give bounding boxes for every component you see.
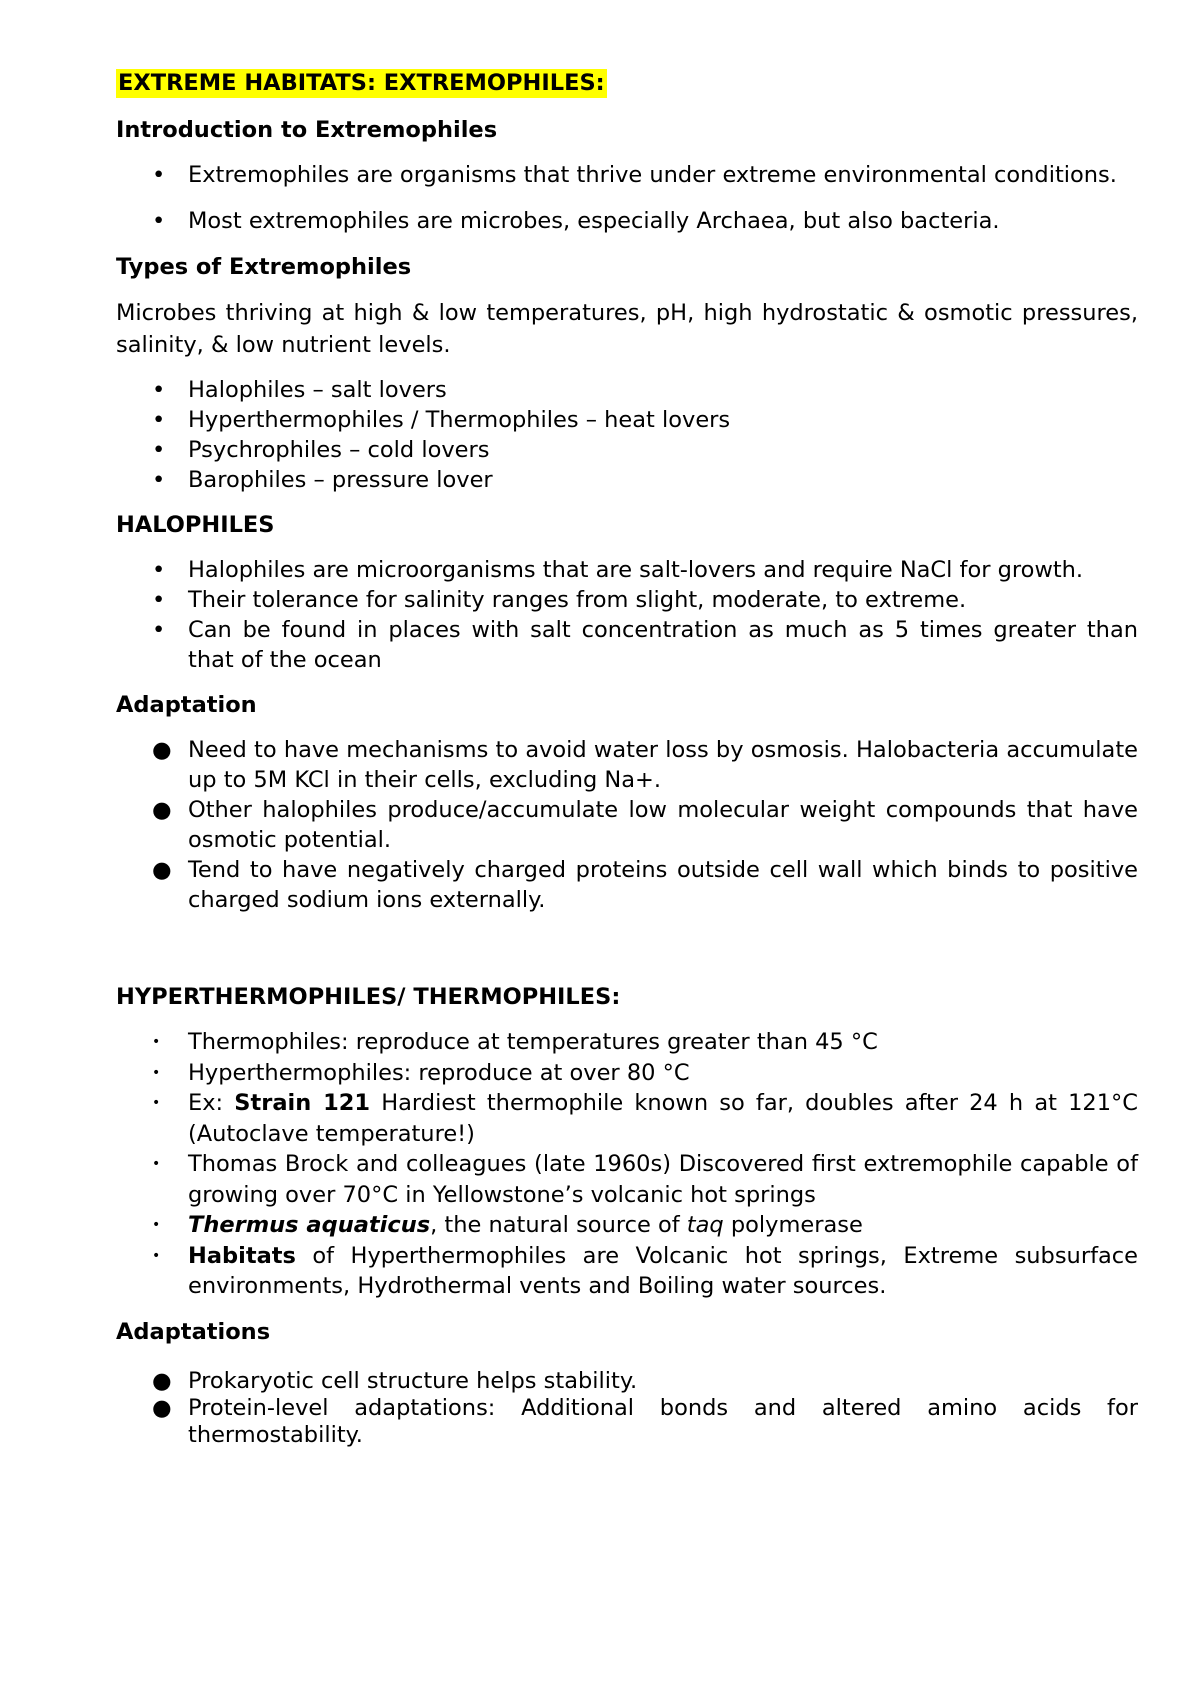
list-item: • Hyperthermophiles: reproduce at over 80 °C: [116, 1058, 1138, 1089]
bullet-icon: ●: [152, 857, 172, 883]
bullet-icon: •: [152, 617, 166, 643]
adaptation-list: [116, 735, 1138, 915]
bullet-icon: •: [152, 1247, 161, 1264]
list-item: ● Need to have mechanisms to avoid water loss by osmosis. Halobacteria accumulate up to 5M KCl in their cells, excluding Na+.: [152, 737, 1138, 793]
taq-term: taq: [686, 1212, 724, 1238]
list-item: • Ex: Strain 121 Hardiest thermophile known so far, doubles after 24 h at 121°C (Autoclave temperature!): [152, 1090, 1138, 1147]
adaptations-heading: Adaptations: [116, 1318, 271, 1345]
list-item: • Habitats of Hyperthermophiles are Volcanic hot springs, Extreme subsurface environments, Hydrothermal vents and Boiling water sources.: [152, 1242, 1138, 1299]
list-item: ● Other halophiles produce/accumulate low molecular weight compounds that have osmotic potential.: [152, 797, 1138, 853]
types-paragraph: Microbes thriving at high & low temperatures, pH, high hydrostatic & osmotic pressures, salinity, & low nutrient levels.: [116, 300, 1138, 358]
list-item: • Most extremophiles are microbes, especially Archaea, but also bacteria.: [116, 205, 1138, 237]
bullet-icon: ●: [152, 1394, 172, 1421]
intro-list: [116, 159, 1138, 237]
document-content: [116, 67, 1138, 1449]
thermophiles-list: [116, 1027, 1138, 1302]
list-item: • Hyperthermophiles / Thermophiles – heat lovers: [152, 407, 731, 433]
bullet-icon: ●: [152, 1367, 172, 1394]
list-item: • Halophiles – salt lovers: [152, 377, 447, 403]
list-item: ● Prokaryotic cell structure helps stability.: [152, 1367, 638, 1394]
adaptations-list: [116, 1368, 1138, 1449]
bullet-icon: •: [152, 162, 166, 188]
bullet-icon: •: [152, 1217, 161, 1233]
list-item: • Psychrophiles – cold lovers: [152, 437, 490, 463]
bullet-icon: •: [152, 407, 166, 433]
bullet-icon: •: [152, 377, 166, 403]
intro-heading: Introduction to Extremophiles: [116, 117, 498, 143]
list-item: • Their tolerance for salinity ranges from slight, moderate, to extreme.: [152, 587, 967, 613]
list-item: • Can be found in places with salt concentration as much as 5 times greater than that of the ocean: [152, 617, 1138, 673]
halophiles-list: [116, 555, 1138, 675]
types-heading: Types of Extremophiles: [116, 254, 412, 280]
bullet-icon: •: [152, 1034, 161, 1050]
adaptation-heading: Adaptation: [116, 692, 257, 718]
list-item: ● Protein-level adaptations: Additional bonds and altered amino acids for thermostability.: [152, 1394, 1138, 1448]
list-item: • Extremophiles are organisms that thrive under extreme environmental conditions.: [116, 159, 1138, 191]
bullet-icon: •: [152, 557, 166, 583]
title-row: [116, 67, 1138, 96]
bullet-icon: •: [152, 208, 166, 234]
list-item: • Thermus aquaticus, the natural source of taq polymerase: [116, 1210, 1138, 1241]
strain-name: Strain 121: [234, 1090, 371, 1116]
bullet-icon: •: [152, 437, 166, 463]
bullet-icon: •: [152, 1156, 161, 1172]
species-name: Thermus aquaticus: [188, 1212, 431, 1238]
list-item: • Thomas Brock and colleagues (late 1960s) Discovered first extremophile capable of growing over 70°C in Yellowstone’s volcanic hot springs: [152, 1151, 1138, 1208]
list-item: • Thermophiles: reproduce at temperatures greater than 45 °C: [116, 1027, 1138, 1058]
habitats-term: Habitats: [188, 1242, 296, 1269]
bullet-icon: •: [152, 1095, 161, 1111]
page-title: EXTREME HABITATS: EXTREMOPHILES:: [118, 70, 605, 96]
thermophiles-heading: HYPERTHERMOPHILES/ THERMOPHILES:: [116, 984, 621, 1010]
halophiles-heading: HALOPHILES: [116, 512, 275, 538]
types-list: [116, 375, 1138, 495]
list-item: ● Tend to have negatively charged proteins outside cell wall which binds to positive charged sodium ions externally.: [152, 857, 1138, 913]
list-item: • Barophiles – pressure lover: [152, 467, 493, 493]
bullet-icon: •: [152, 467, 166, 493]
list-item: • Halophiles are microorganisms that are salt-lovers and require NaCl for growth.: [152, 557, 1084, 583]
bullet-icon: ●: [152, 737, 172, 763]
bullet-icon: ●: [152, 797, 172, 823]
bullet-icon: •: [152, 587, 166, 613]
bullet-icon: •: [152, 1064, 161, 1081]
